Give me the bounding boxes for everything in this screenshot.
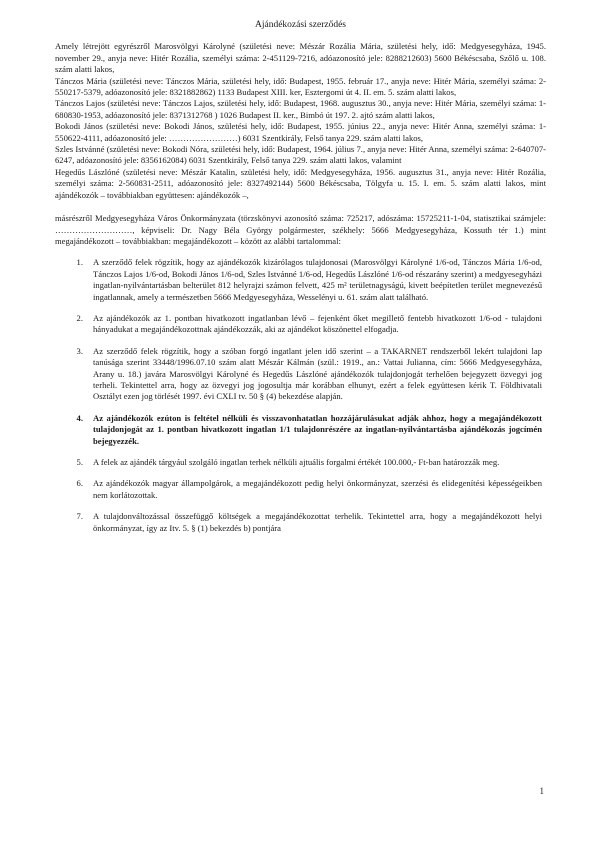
clause-item <box>61 257 542 303</box>
clause-number: 5. <box>76 457 83 467</box>
clause-item <box>61 511 542 534</box>
clause-text: A szerződő felek rögzítik, hogy az ajándékozók kizárólagos tulajdonosai (Marosvölgyi Károlyné 1/6-od, Tánczos Mária 1/6-od, Tánczos Lajos 1/6-od, Bokodi János 1/6-od, Szles Istvánné 1/6-od, Hegedűs Lászlóné 1/6-od részarány szerint) a medgyesegyházi ingatlan-nyilvántartásban belterület 812 helyrajzi számon felvett, 425 m² területnagyságú, kivett beépítetlen terület megnevezésű ingatlannak, amely a természetben 5666 Medgyesegyháza, Wesselényi u. 61. szám alatt található. <box>93 257 542 302</box>
clause-number: 3. <box>76 345 83 356</box>
party-4: Bokodi János (születési neve: Bokodi János, születési hely, idő: Budapest, 1955. június 22., anyja neve: Hitér Anna, személyi száma: 1-550622-4111, adóazonosító jele: ……………………) 6031 Szentkirály, Felső tanya 229. szám alatti lakos, <box>55 121 546 143</box>
clause-item <box>61 413 542 447</box>
clause-text: Az ajándékozók az 1. pontban hivatkozott ingatlanban lévő – fejenként őket megillető fentebb hivatkozott 1/6-od - tulajdoni hányadukat a megajándékozottnak ajándékozzák, aki az ajándékot köszönettel elfogadja. <box>93 312 542 335</box>
clause-item <box>61 346 542 403</box>
page-number: 1 <box>539 786 544 796</box>
clause-number: 7. <box>76 511 83 522</box>
clauses-list <box>61 257 542 534</box>
clause-text: A tulajdonváltozással összefüggő költségek a megajándékozottat terhelik. Tekintettel arra, hogy a megajándékozott helyi önkormányzat, így az Itv. 5. § (1) bekezdés b) pontjára <box>93 511 542 533</box>
clause-item <box>61 457 542 468</box>
clause-text: A felek az ajándék tárgyául szolgáló ingatlan terhek nélküli ajtuális forgalmi értékét 100.000,- Ft-ban határozzák meg. <box>93 457 500 467</box>
clause-text: Az szerződő felek rögzítik, hogy a szóban forgó ingatlant jelen idő szerint – a TAKARNET rendszerből lekért tulajdoni lap tanúsága szerint 33448/1996.07.10 szám alatt Mészár Kálmán (szül.: 1919., an.: Vattai Julianna, cím: 5666 Medgyesegyháza, Arany u. 18.) javára Marosvölgyi Károlyné és Hegedűs Lászlóné ajándékozók tulajdonjogát terhelően bejegyzett özvegyi jog terheli. Tekintettel arra, hogy az özvegyi jog jogosultja már korábban elhunyt, ezért a felek együttesen kérik T. Földhivatali Osztályt ezen jog törlését 1997. évi CXLI tv. 50 § (4) bekezdése alapján. <box>93 345 542 402</box>
parties-section <box>55 41 546 201</box>
clause-number: 4. <box>76 412 83 423</box>
clause-number: 2. <box>76 312 83 323</box>
clause-number: 1. <box>76 257 83 268</box>
clause-text: Az ajándékozók ezúton is feltétel nélküli és visszavonhatatlan hozzájárulásukat adják ahhoz, hogy a megajándékozott tulajdonjogát az 1. pontban hivatkozott ingatlan 1/1 tulajdonrészére az ingatlan-nyilvántartásba ajándékozás jogcímén bejegyezzék. <box>93 412 542 446</box>
intro-paragraph: másrészről Medgyesegyháza Város Önkormányzata (törzskönyvi azonosító száma: 725217, adószáma: 15725211-1-04, statisztikai számjele: ………………………, képviseli: Dr. Nagy Béla György polgármester, székhely: 5666 Medgyesegyháza, Kossuth tér 1.) mint megajándékozott – továbbiakban: megajándékozott – között az alábbi tartalommal: <box>55 213 546 246</box>
clause-number: 6. <box>76 478 83 489</box>
party-6: Hegedűs Lászlóné (születési neve: Mészár Katalin, születési hely, idő: Medgyesegyháza, 1956. augusztus 31., anyja neve: Hitér Rozália, személyi száma: 2-560831-2511, adóazonosító jele: 8327492144) 5600 Békéscsaba, Tölgyfa u. 15. I. em. 5. szám alatti lakos, mint ajándékozók – továbbiakban együttesen: ajándékozók –, <box>55 166 546 200</box>
party-5: Szles Istvánné (születési neve: Bokodi Nóra, születési hely, idő: Budapest, 1964. július 7., anyja neve: Hitér Anna, személyi száma: 2-640707-6247, adóazonosító jele: 8356162084) 6031 Szentkirály, Felső tanya 229. szám alatti lakos, valamint <box>55 144 546 166</box>
clause-text: Az ajándékozók magyar állampolgárok, a megajándékozott pedig helyi önkormányzat, szerzési és elidegenítési képességeikben nem korlátozottak. <box>93 478 542 500</box>
clause-item <box>61 313 542 336</box>
party-2: Tánczos Mária (születési neve: Tánczos Mária, születési hely, idő: Budapest, 1955. február 17., anyja neve: Hitér Mária, személyi száma: 2-550217-5379, adóazonosító jele: 8321882862) 1133 Budapest XIII. ker, Esztergomi út 4. II. em. 5. szám alatti lakos, <box>55 75 546 98</box>
party-3: Tánczos Lajos (születési neve: Tánczos Lajos, születési hely, idő: Budapest, 1968. augusztus 30., anyja neve: Hitér Mária, személyi száma: 1-680830-1953, adóazonosító jele: 8371312768 ) 1026 Budapest II. ker., Bimbó út 197. 2. ajtó szám alatti lakos, <box>55 98 546 120</box>
document-title: Ajándékozási szerződés <box>254 20 346 30</box>
clause-item <box>61 478 542 501</box>
party-1: Amely létrejött egyrészről Marosvölgyi Károlyné (születési neve: Mészár Rozália Mária, születési hely, idő: Medgyesegyháza, 1945. november 29., anyja neve: Hitér Rozália, személyi száma: 2-451129-7216, adóazonosító jele: 8288212603) 5600 Békéscsaba, Szőlő u. 108. szám alatti lakos, <box>55 41 546 75</box>
